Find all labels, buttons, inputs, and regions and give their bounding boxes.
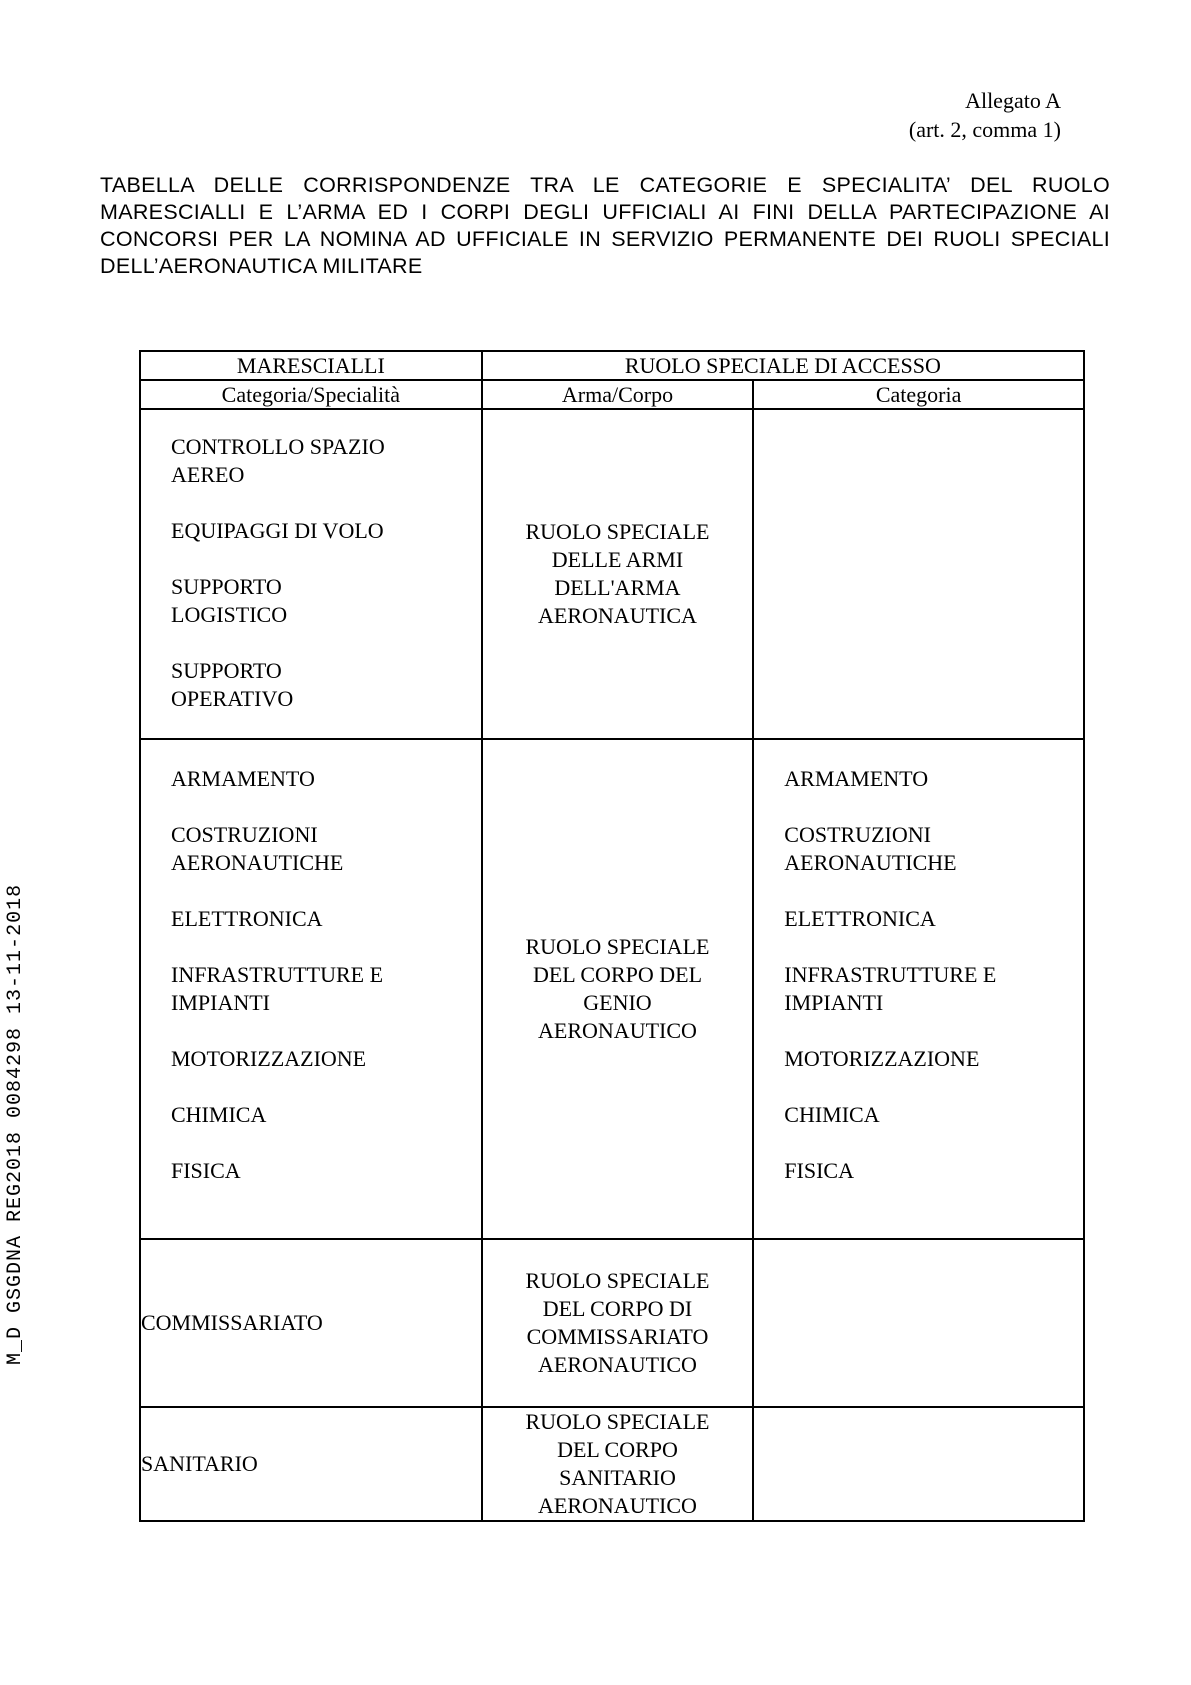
subheader-categoria-specialita: Categoria/Specialità — [140, 380, 482, 409]
arma-corpo-text: RUOLO SPECIALE DELLE ARMI DELL'ARMA AERONAUTICA — [525, 519, 710, 628]
table-row — [140, 739, 1084, 1239]
category-item: SUPPORTO LOGISTICO — [171, 574, 288, 627]
category-item: COSTRUZIONI AERONAUTICHE — [784, 822, 957, 875]
category-item: EQUIPAGGI DI VOLO — [171, 518, 384, 543]
arma-corpo-text: RUOLO SPECIALE DEL CORPO DI COMMISSARIATO AERONAUTICO — [525, 1268, 710, 1377]
categoria-cell — [753, 739, 1084, 1239]
category-item: CONTROLLO SPAZIO AEREO — [171, 434, 385, 487]
arma-corpo-cell — [482, 409, 754, 739]
table-subheader-row — [140, 380, 1084, 409]
category-item: SUPPORTO OPERATIVO — [171, 658, 294, 711]
category-item: SANITARIO — [141, 1451, 258, 1476]
category-item: ELETTRONICA — [784, 906, 936, 931]
category-item: ELETTRONICA — [171, 906, 323, 931]
arma-corpo-cell — [482, 1239, 754, 1407]
protocol-stamp: M_D GSGDNA REG2018 0084298 13-11-2018 — [4, 883, 27, 1365]
subheader-arma-corpo: Arma/Corpo — [482, 380, 754, 409]
category-item: CHIMICA — [784, 1102, 880, 1127]
category-item: FISICA — [784, 1158, 854, 1183]
document-title: TABELLA DELLE CORRISPONDENZE TRA LE CATEGORIE E SPECIALITA’ DEL RUOLO MARESCIALLI E L’ARMA ED I CORPI DEGLI UFFICIALI AI FINI DELLA PARTECIPAZIONE AI CONCORSI PER LA NOMINA AD UFFICIALE IN SERVIZIO PERMANENTE DEI RUOLI SPECIALI DELL’AERONAUTICA MILITARE — [100, 173, 1110, 278]
category-item: CHIMICA — [171, 1102, 267, 1127]
table-row — [140, 1239, 1084, 1407]
category-item: ARMAMENTO — [171, 766, 315, 791]
category-item: INFRASTRUTTURE E IMPIANTI — [784, 962, 997, 1015]
marescialli-categories-cell — [140, 1407, 482, 1521]
category-item: FISICA — [171, 1158, 241, 1183]
arma-corpo-cell — [482, 1407, 754, 1521]
marescialli-categories-cell — [140, 1239, 482, 1407]
header-marescialli: MARESCIALLI — [140, 351, 482, 380]
header-ruolo-speciale: RUOLO SPECIALE DI ACCESSO — [482, 351, 1084, 380]
categoria-cell — [753, 1239, 1084, 1407]
arma-corpo-text: RUOLO SPECIALE DEL CORPO DEL GENIO AERONAUTICO — [525, 934, 710, 1043]
annex-reference — [909, 86, 1061, 144]
categoria-cell — [753, 1407, 1084, 1521]
annex-label: Allegato A — [965, 88, 1061, 113]
correspondence-table — [139, 350, 1085, 1522]
category-item: COSTRUZIONI AERONAUTICHE — [171, 822, 344, 875]
arma-corpo-text: RUOLO SPECIALE DEL CORPO SANITARIO AERONAUTICO — [525, 1409, 710, 1518]
categoria-cell — [753, 409, 1084, 739]
category-item: MOTORIZZAZIONE — [784, 1046, 980, 1071]
category-item: ARMAMENTO — [784, 766, 929, 791]
table-row — [140, 409, 1084, 739]
subheader-categoria: Categoria — [753, 380, 1084, 409]
arma-corpo-cell — [482, 739, 754, 1239]
annex-article: (art. 2, comma 1) — [908, 117, 1061, 142]
category-item: INFRASTRUTTURE E IMPIANTI — [171, 962, 384, 1015]
marescialli-categories-cell — [140, 739, 482, 1239]
marescialli-categories-cell — [140, 409, 482, 739]
table-row — [140, 1407, 1084, 1521]
category-list — [171, 765, 481, 1185]
table-header-row — [140, 351, 1084, 380]
category-list — [171, 433, 481, 713]
category-list — [784, 765, 1083, 1185]
category-item: COMMISSARIATO — [141, 1310, 323, 1335]
category-item: MOTORIZZAZIONE — [171, 1046, 367, 1071]
